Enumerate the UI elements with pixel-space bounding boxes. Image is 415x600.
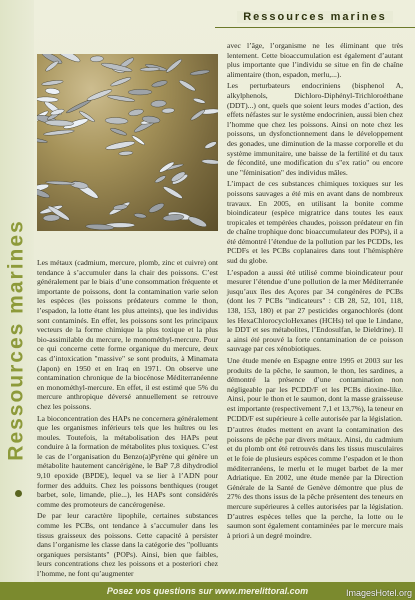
fish-shape: [65, 98, 91, 114]
fish-shape: [193, 97, 206, 104]
paragraph: D’autres études mettent en avant la contamination des poissons de pêche par divers métaux. Ainsi, du cadmium et du plomb ont été retrouvés dans les tissus musculaires et le foie de plusieurs espèces comme l’espadon et le thon méditerranéens, le merlu et le muget barbet de la mer Adriatique. En 2002, une étude menée par la Direction Générale de la Santé de Genève démontre que plus de 27% des thons issus de la pêche présentent des teneurs en mercure supérieures à celles autorisées par la législation. D’autres espèces telles que la perche, la lotte ou le saumon sont également contaminées par le mercure mais à priori à un degré moindre.: [227, 425, 403, 540]
fish-shape: [113, 204, 128, 211]
paragraph: De par leur caractère lipophile, certaines substances comme les PCBs, ont tendance à s’accumuler dans les tissus graisseux des poissons. Cette capacité à persister dans l’organisme les classe dans la catégorie des "polluants organiques persistants" (POPs). Ainsi, bien que faibles, leurs concentrations chez les poissons et a posteriori chez l’homme, ne font qu’augmenter: [37, 511, 218, 578]
fish-illustration: [37, 54, 218, 231]
fish-shape: [110, 76, 132, 88]
fish-shape: [151, 100, 167, 108]
fish-shape: [37, 137, 48, 144]
fish-shape: [140, 67, 160, 71]
fish-shape: [151, 79, 168, 88]
fish-shape: [148, 201, 166, 214]
bullet-icon: [15, 490, 22, 497]
fish-shape: [43, 214, 60, 221]
footer-link-text[interactable]: Posez vos questions sur www.merelittoral.com: [106, 586, 309, 596]
fish-shape: [45, 181, 74, 186]
fish-shape: [128, 108, 144, 117]
left-column: [37, 258, 218, 581]
fish-shape: [178, 79, 197, 93]
paragraph: Les perturbateurs endocriniens (bisphenol A, alkylphenols, Dichloro-Diphényl-Trichloroéthane (DDT)...) ont, quels que soient leurs modes d’action, des effets néfastes sur le système endocrinien, aussi bien chez l’homme que chez les poissons. Ainsi on note chez les poissons, un dysfonctionnement dans le développement des gonades, une diminution de la masse corporelle et du système immunitaire, une baisse de la fertilité et du taux de fécondité, une modification du s"ex ratio" ou encore une "féminisation" des individus mâles.: [227, 81, 403, 177]
fish-shape: [90, 56, 104, 63]
paragraph: avec l’âge, l’organisme ne les éliminant que très lentement. Cette bioaccumulation est également d’autant plus importante que l’individu se situe en fin de chaîne alimentaire (thon, espadon, merlu,...).: [227, 41, 403, 79]
section-header-title: Ressources marines: [237, 11, 393, 23]
fish-shape: [165, 58, 183, 74]
fish-shape: [162, 185, 183, 200]
fish-shape: [105, 140, 135, 151]
fish-shape: [86, 88, 113, 102]
fish-shape: [70, 181, 89, 190]
fish-shape: [163, 214, 184, 222]
fish-shape: [107, 94, 135, 102]
paragraph: Une étude menée en Espagne entre 1995 et 2003 sur les produits de la pêche, le saumon, le thon, les sardines, a démontré la présence d’une contamination non négligeable par les PCDD/F et les PCBs dioxine-like. Ainsi, pour le thon et le saumon, dont la masse graisseuse est importante (respectivement 7,1 et 13,7%), la teneur en PCDD/F est supérieure à celle autorisée par la législation.: [227, 356, 403, 423]
right-column: [227, 41, 403, 542]
fish-shape: [43, 129, 74, 136]
fish-shape: [154, 174, 167, 184]
fish-shape: [41, 79, 63, 86]
paragraph: L’espadon a aussi été utilisé comme bioindicateur pour mesurer l’étendue d’une pollution de la mer Méditerranée jusqu’aux îles des Açores par 34 congénères de PCBs (dont les 7 PCBs "indicateurs" : CB 28, 52, 101, 118, 138, 153, 180) et par 27 pesticides organochlorés (dont les HexaChlorocycloHexanes (HCHs) tel que le Lindane, le DDT et ses métabolites, l’Endosulfan, le Dieldrine). Il a ainsi été prouvé la forte contamination de ce poisson sauvage par ces xénobiotiques.: [227, 267, 403, 354]
fish-shape: [105, 117, 128, 124]
fish-shape: [162, 108, 175, 114]
watermark: ImagesHotel.org: [345, 588, 412, 598]
fish-shape: [110, 127, 128, 137]
fish-shape: [118, 151, 133, 156]
fish-shape: [187, 215, 208, 229]
fish-shape: [190, 108, 206, 121]
fish-shape: [202, 159, 218, 165]
paragraph: La bioconcentration des HAPs ne concernera généralement que les organismes inférieurs tels que les huîtres ou les moules. Toutefois, la métabolisation des HAPs peut conduire à la formation de métabolites plus toxiques. C’est le cas de l’organisation du Benzo(a)Pyrène qui génère un métabolite hautement cancérigène, le BaP 7,8 dihydrodiol 9,10 epoxide (BPDE), lequel va se lier à l’ADN pour former des adduits. Chez les poissons benthiques (rouget barbet, sole, limande, plie...), les HAPs sont considérés comme des promoteurs de cancérogenèse.: [37, 413, 218, 509]
fish-shape: [45, 87, 60, 95]
section-header: [215, 0, 415, 38]
fish-shape: [204, 140, 217, 150]
fish-shape: [44, 60, 59, 73]
paragraph: L’impact de ces substances chimiques toxiques sur les poissons sauvages a été mis en avant dans de nombreux travaux. En 2005, en utilisant la bonite comme bioindicateur (espèce migratrice dans toutes les eaux tropicales et tempérées chaudes, poisson prédateur en fin de chaîne trophique donc bioaccumulateur des POPs), il a été démontré l’étendue de la pollution par les PCDDs, les PCDFs et les PCBs coplanaires dans tout l’hémisphère sud du globe.: [227, 179, 403, 266]
fish-shape: [190, 69, 210, 76]
header-rule: [215, 27, 415, 28]
vertical-title-text: Ressources marines: [5, 219, 29, 461]
paragraph: Les métaux (cadmium, mercure, plomb, zinc et cuivre) ont tendance à s’accumuler dans la chair des poissons. C’est généralement par le biais d’une consommation fréquente et importante de poissons, dont la contamination varie selon les espèces (les poissons prédateurs comme le thon, l’espadon, la lotte étant les plus atteints), que les individus sont contaminés. En effet, les poissons sont les principaux vecteurs de la forme chimique la plus toxique et la plus bio-assimilable du mercure, le monométhyl-mercure. Pour ce qui concerne cette forme organique du mercure, deux cas d’intoxication "massive" se sont produits, à Minamata (Japon) en 1950 et en Iraq en 1971. On observe une contamination chronique de la biocénose Méditerranéenne en monométhyl-mercure. En effet, il est estimé que 5% du mercure anthropique déversé annuellement se retrouve chez les poissons.: [37, 258, 218, 411]
vertical-section-title: [4, 190, 30, 490]
fish-shape: [45, 120, 74, 127]
fish-shape: [134, 213, 147, 219]
fish-photo: [37, 54, 218, 231]
fish-shape: [128, 89, 152, 95]
fish-shape: [37, 96, 58, 102]
